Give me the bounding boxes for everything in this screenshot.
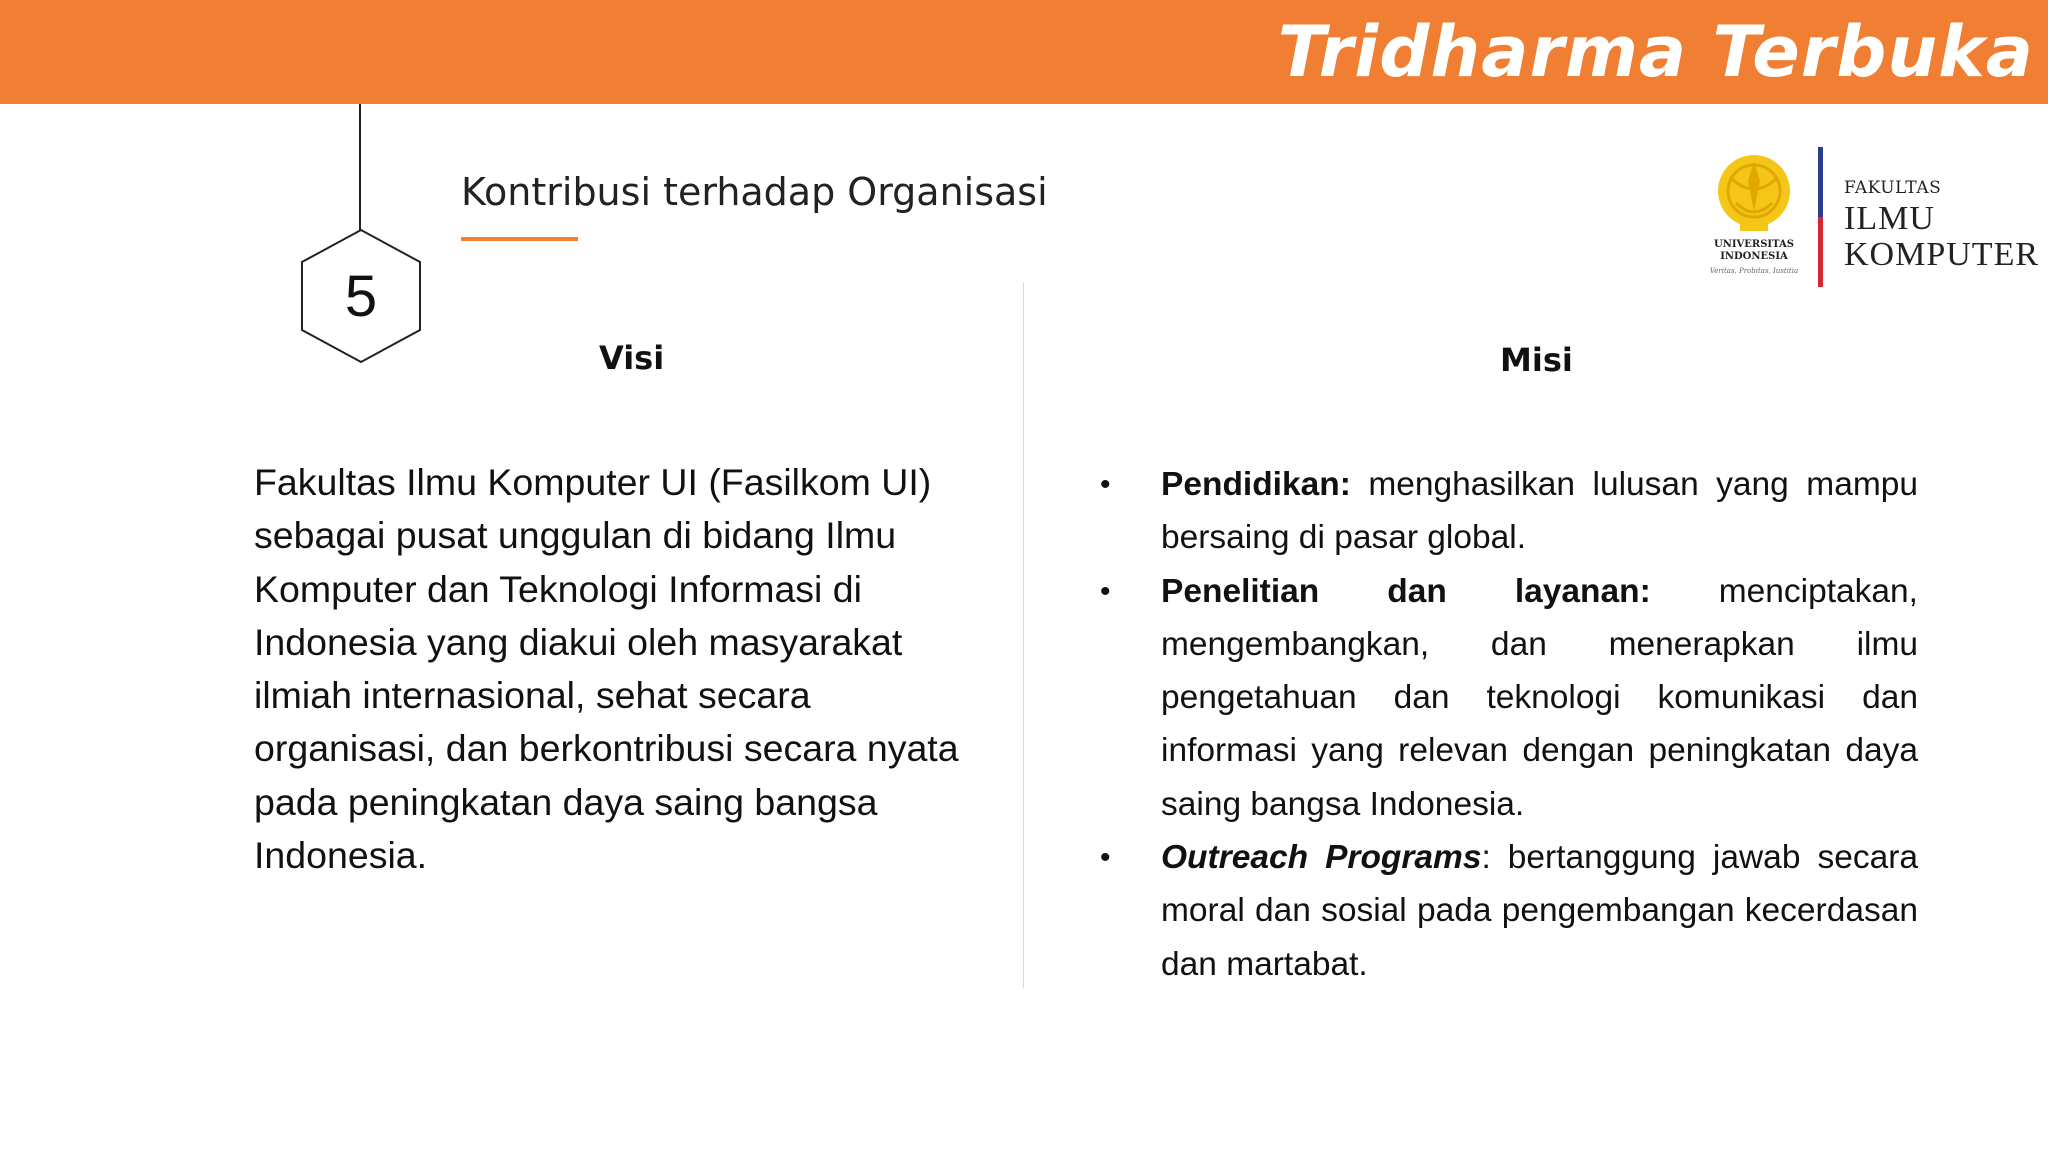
misi-item-term: Penelitian dan layanan:	[1161, 572, 1651, 610]
column-divider	[1023, 282, 1024, 988]
misi-item-term: Pendidikan:	[1161, 466, 1351, 503]
university-name	[1704, 239, 1804, 263]
logo-bar-blue	[1818, 147, 1823, 217]
logo-bar-red	[1818, 217, 1823, 287]
misi-item-term: Outreach Programs	[1161, 839, 1482, 877]
logo-divider-bar	[1818, 147, 1823, 287]
misi-item-text: menghasilkan lulusan yang mampu bersaing di pasar global.	[1161, 466, 1918, 557]
step-connector-line	[359, 104, 361, 230]
misi-item-text: menciptakan, mengembangkan, dan menerapkan ilmu pengetahuan dan teknologi komunikasi dan informasi yang relevan dengan peningkatan daya saing bangsa Indonesia.	[1161, 572, 1918, 823]
misi-item-outreach	[1100, 831, 1918, 991]
section-title: Kontribusi terhadap Organisasi	[461, 170, 1048, 214]
misi-item-penelitian	[1100, 565, 1918, 831]
faculty-logo	[1710, 143, 2040, 293]
bullet-icon: •	[1100, 574, 1111, 608]
step-number: 5	[344, 263, 378, 329]
university-motto: Veritas, Probitas, Iustitia	[1709, 267, 1799, 275]
header-bar	[0, 0, 2048, 104]
faculty-name-line1: ILMU	[1844, 200, 1935, 237]
visi-body: Fakultas Ilmu Komputer UI (Fasilkom UI) sebagai pusat unggulan di bidang Ilmu Komputer dan Teknologi Informasi di Indonesia yang diakui oleh masyarakat ilmiah internasional, sehat secara organisasi, dan berkontribusi secara nyata pada peningkatan daya saing bangsa Indonesia.	[254, 461, 959, 877]
faculty-name-line2: KOMPUTER	[1844, 236, 2040, 273]
bullet-icon: •	[1100, 841, 1111, 875]
makara-emblem-icon	[1714, 151, 1794, 235]
university-name-line2: INDONESIA	[1720, 251, 1788, 262]
misi-item-text: : bertanggung jawab secara moral dan sosial pada pengembangan kecerdasan dan martabat.	[1161, 839, 1918, 983]
bullet-icon: •	[1100, 468, 1111, 501]
brand-title: Tridharma Terbuka	[1277, 11, 2034, 93]
university-name-line1: UNIVERSITAS	[1713, 239, 1794, 250]
section-title-underline	[461, 237, 578, 241]
misi-item-pendidikan	[1100, 458, 1918, 565]
visi-heading: Visi	[599, 339, 665, 377]
misi-heading: Misi	[1500, 341, 1573, 379]
faculty-label: FAKULTAS	[1844, 178, 1942, 198]
misi-list	[1100, 458, 1918, 991]
